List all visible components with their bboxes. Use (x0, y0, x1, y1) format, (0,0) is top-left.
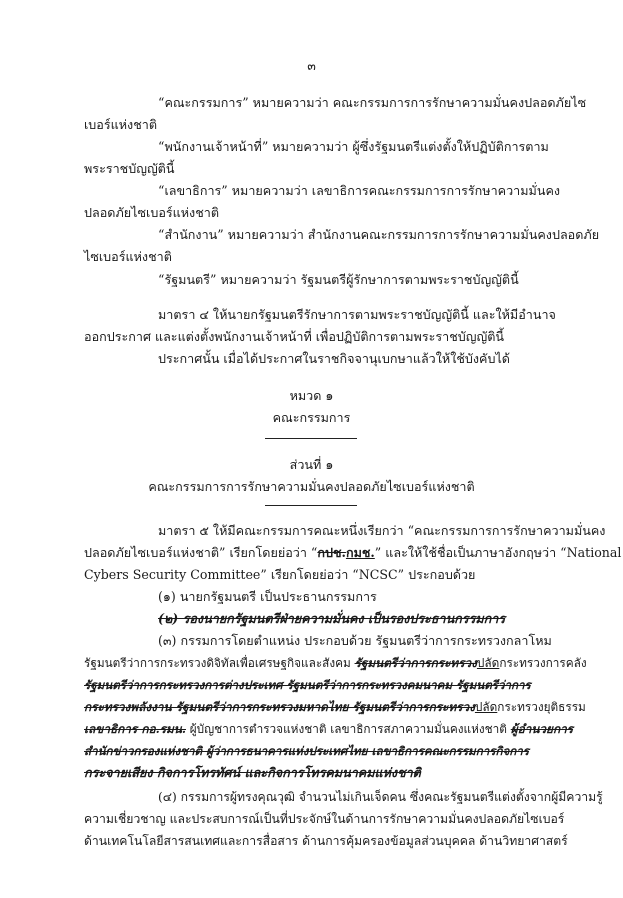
item3-line5-struck-b: ผู้อำนวยการ (510, 722, 574, 736)
page-number: ๓ (307, 58, 316, 73)
section5-line2 (84, 545, 621, 561)
section5-line2-text-a: ปลอดภัยไซเบอร์แห่งชาติ” เรียกโดยย่อว่า “ (84, 545, 318, 560)
item3-line5 (84, 721, 573, 737)
chapter-divider (265, 438, 357, 439)
section5-line1: มาตรา ๕ ให้มีคณะกรรมการคณะหนึ่งเรียกว่า “คณะกรรมการการรักษาความมั่นคง (158, 523, 606, 538)
definition-officer-line1: “พนักงานเจ้าหน้าที่” หมายความว่า ผู้ซึ่งรัฐมนตรีแต่งตั้งให้ปฏิบัติการตาม (158, 139, 549, 154)
definition-secretary-line2: ปลอดภัยไซเบอร์แห่งชาติ (84, 205, 220, 220)
part-title: คณะกรรมการการรักษาความมั่นคงปลอดภัยไซเบอร์แห่งชาติ (148, 479, 475, 494)
section4-line3: ประกาศนั้น เมื่อได้ประกาศในราชกิจจานุเบกษาแล้วให้ใช้บังคับได้ (158, 351, 510, 366)
item3-line4-tail: กระทรวงยุติธรรม (497, 700, 586, 714)
item3-line4-inserted: ปลัด (474, 700, 498, 714)
section5-line3: Cybers Security Committee” เรียกโดยย่อว่า “NCSC” ประกอบด้วย (84, 567, 476, 582)
item1: (๑) นายกรัฐมนตรี เป็นประธานกรรมการ (158, 589, 377, 604)
item3-line5-struck-a: เลขาธิการ กอ.รมน. (84, 722, 186, 736)
item3-line7-struck: กระจายเสียง กิจการโทรทัศน์ และกิจการโทรคมนาคมแห่งชาติ (84, 765, 421, 780)
item4-line1: (๔) กรรมการผู้ทรงคุณวุฒิ จำนวนไม่เกินเจ็ดคน ซึ่งคณะรัฐมนตรีแต่งตั้งจากผู้มีความรู้ (158, 790, 603, 804)
deleted-abbrev: กปช. (317, 545, 346, 560)
section5-line2-text-b: ” และให้ใช้ชื่อเป็นภาษาอังกฤษว่า “National (374, 545, 622, 560)
item3-line2-inserted: ปลัด (476, 656, 500, 670)
item4-line3: ด้านเทคโนโลยีสารสนเทศและการสื่อสาร ด้านการคุ้มครองข้อมูลส่วนบุคคล ด้านวิทยาศาสตร์ (84, 834, 568, 848)
chapter-title: คณะกรรมการ (272, 410, 351, 425)
definition-office-line2: ไซเบอร์แห่งชาติ (84, 249, 172, 264)
item3-line4-struck: กระทรวงพลังงาน รัฐมนตรีว่าการกระทรวงมหาดไทย รัฐมนตรีว่าการกระทรวง (84, 700, 475, 714)
definition-secretary-line1: “เลขาธิการ” หมายความว่า เลขาธิการคณะกรรมการการรักษาความมั่นคง (158, 183, 561, 198)
chapter-label: หมวด ๑ (289, 388, 334, 403)
item3-line6-struck: สำนักข่าวกรองแห่งชาติ ผู้ว่าการธนาคารแห่งประเทศไทย เลขาธิการคณะกรรมการกิจการ (84, 744, 530, 758)
section4-line1: มาตรา ๔ ให้นายกรัฐมนตรีรักษาการตามพระราชบัญญัตินี้ และให้มีอำนาจ (158, 307, 556, 322)
item3-line2-struck: รัฐมนตรีว่าการกระทรวง (354, 656, 477, 670)
item4-line2: ความเชี่ยวชาญ และประสบการณ์เป็นที่ประจักษ์ในด้านการรักษาความมั่นคงปลอดภัยไซเบอร์ (84, 812, 565, 826)
item3-line4 (84, 699, 586, 715)
definition-officer-line2: พระราชบัญญัตินี้ (84, 161, 175, 176)
definition-minister-line1: “รัฐมนตรี” หมายความว่า รัฐมนตรีผู้รักษาการตามพระราชบัญญัตินี้ (158, 272, 519, 287)
item3-line2-text: รัฐมนตรีว่าการกระทรวงดิจิทัลเพื่อเศรษฐกิจและสังคม (84, 656, 355, 670)
item3-line5-text: ผู้บัญชาการตำรวจแห่งชาติ เลขาธิการสภาความมั่นคงแห่งชาติ (185, 722, 511, 736)
section4-line2: ออกประกาศ และแต่งตั้งพนักงานเจ้าหน้าที่ เพื่อปฏิบัติการตามพระราชบัญญัตินี้ (84, 329, 505, 344)
part-divider (265, 505, 357, 506)
item3-line2-tail: กระทรวงการคลัง (499, 656, 587, 670)
part-label: ส่วนที่ ๑ (289, 457, 334, 472)
item3-line3-struck: รัฐมนตรีว่าการกระทรวงการต่างประเทศ รัฐมนตรีว่าการกระทรวงคมนาคม รัฐมนตรีว่าการ (84, 678, 531, 692)
definition-office-line1: “สำนักงาน” หมายความว่า สำนักงานคณะกรรมการการรักษาความมั่นคงปลอดภัย (158, 227, 600, 242)
definition-committee-line1: “คณะกรรมการ” หมายความว่า คณะกรรมการการรักษาความมั่นคงปลอดภัยไซ (158, 95, 587, 110)
inserted-abbrev: กมช. (345, 545, 375, 560)
item3-line1: (๓) กรรมการโดยตำแหน่ง ประกอบด้วย รัฐมนตรีว่าการกระทรวงกลาโหม (158, 633, 552, 648)
definition-committee-line2: เบอร์แห่งชาติ (84, 117, 157, 132)
item2-struck: (๒) รองนายกรัฐมนตรีฝ่ายความมั่นคง เป็นรองประธานกรรมการ (158, 611, 506, 626)
item3-line2 (84, 655, 587, 671)
